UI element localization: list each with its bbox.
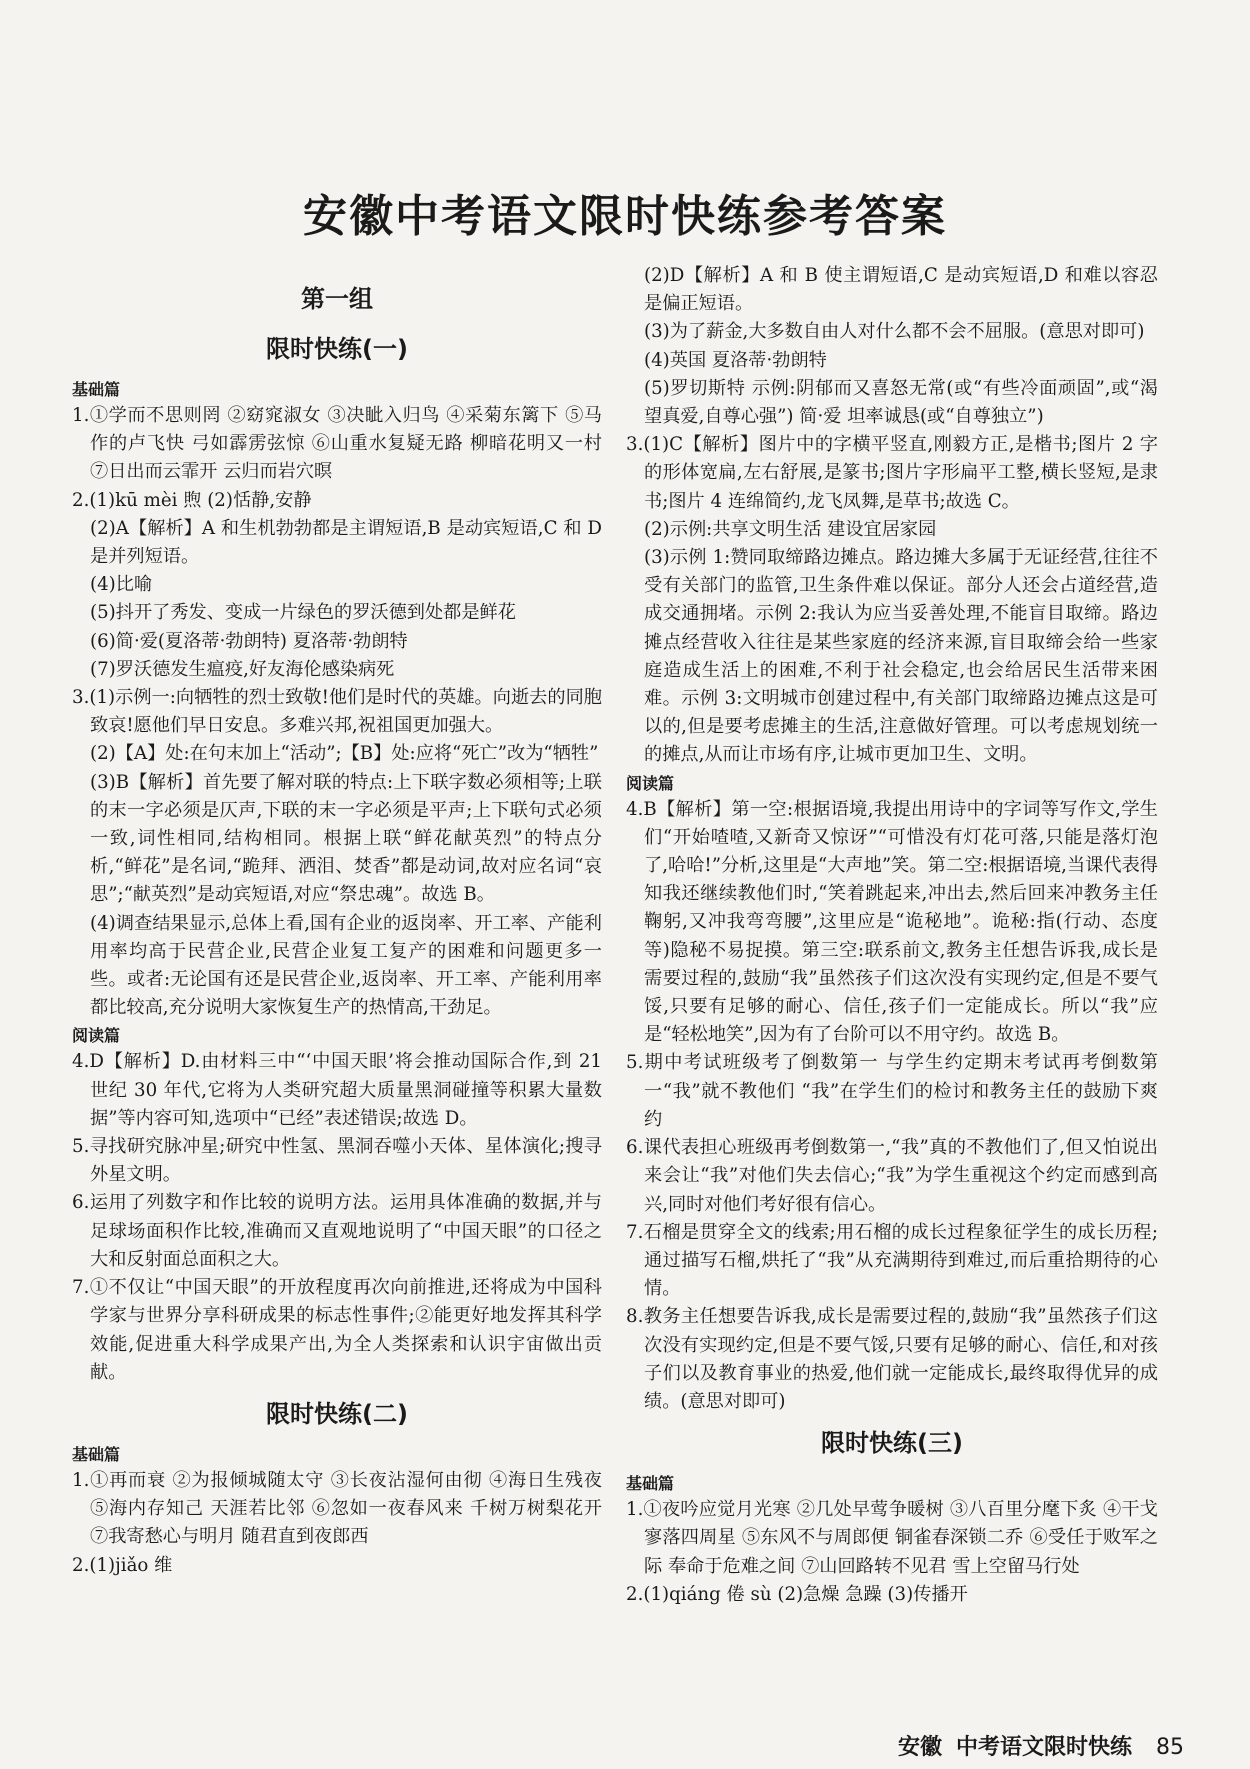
footer-region: 安徽 [897, 1735, 942, 1760]
answer-line: (5)抖开了秀发、变成一片绿色的罗沃德到处都是鲜花 [90, 602, 516, 624]
answer-list [72, 402, 602, 1022]
footer-book-title: 中考语文限时快练 [955, 1735, 1132, 1760]
answer-line: 6.课代表担心班级再考倒数第一,“我”真的不教他们了,但又怕说出来会让“我”对他们失去信心;“我”为学生重视这个约定而感到高兴,同时对他们考好很有信心。 [626, 1137, 1158, 1215]
answer-line: (2)D【解析】A 和 B 使主谓短语,C 是动宾短语,D 和难以容忍是偏正短语。 [644, 265, 1158, 315]
section-heading-2: 限时快练(二) [266, 1399, 408, 1428]
answer-line: 7.①不仅让“中国天眼”的开放程度再次向前推进,还将成为中国科学家与世界分享科研成果的标志性事件;②能更好地发挥其科学效能,促进重大科学成果产出,为全人类探索和认识宇宙做出贡献。 [72, 1277, 602, 1383]
section-heading-3: 限时快练(三) [821, 1429, 963, 1458]
answer-line: (4)调查结果显示,总体上看,国有企业的返岗率、开工率、产能利用率均高于民营企业,民营企业复工复产的困难和问题更多一些。或者:无论国有还是民营企业,返岗率、开工率、产能利用率都比较高,充分说明大家恢复生产的热情高,干劲足。 [90, 912, 602, 1019]
answer-line: (6)简·爱(夏洛蒂·勃朗特) 夏洛蒂·勃朗特 [90, 630, 408, 652]
subheading-basic: 基础篇 [626, 1474, 675, 1494]
answer-line: (4)比喻 [90, 574, 153, 596]
answer-line: (2)示例:共享文明生活 建设宜居家园 [644, 518, 937, 540]
answer-list [626, 1496, 1158, 1609]
answer-line: 2.(1)jiǎo 维 [72, 1554, 173, 1576]
subheading-reading: 阅读篇 [626, 773, 675, 793]
answer-list [626, 796, 1158, 1416]
answer-line: 1.①再而衰 ②为报倾城随太守 ③长夜沾湿何由彻 ④海日生残夜 ⑤海内存知己 天涯若比邻 ⑥忽如一夜春风来 千树万树梨花开 ⑦我寄愁心与明月 随君直到夜郎西 [72, 1469, 602, 1548]
answer-list [626, 262, 1158, 770]
answer-list [72, 1048, 602, 1386]
answer-line: 8.教务主任想要告诉我,成长是需要过程的,鼓励“我”虽然孩子们这次没有实现约定,但是不要气馁,只要有足够的耐心、信任,和对孩子们以及教育事业的热爱,他们就一定能成长,最终取得优异的成绩。(意思对即可) [626, 1306, 1158, 1412]
subheading-reading: 阅读篇 [72, 1026, 121, 1046]
subheading-basic: 基础篇 [72, 380, 121, 399]
group-heading: 第一组 [301, 285, 373, 313]
right-column [626, 262, 1158, 1609]
answer-line: (4)英国 夏洛蒂·勃朗特 [644, 349, 827, 371]
answer-line: 3.(1)C【解析】图片中的字横平竖直,刚毅方正,是楷书;图片 2 字的形体宽扁,左右舒展,是篆书;图片字形扁平工整,横长竖短,是隶书;图片 4 连绵简约,龙飞凤舞,是草书;故选 C。 [626, 434, 1158, 512]
answer-line: (2)【A】处:在句末加上“活动”;【B】处:应将“死亡”改为“牺牲” [90, 743, 599, 765]
answer-line: 1.①学而不思则罔 ②窈窕淑女 ③决眦入归鸟 ④采菊东篱下 ⑤马作的卢飞快 弓如霹雳弦惊 ⑥山重水复疑无路 柳暗花明又一村 ⑦日出而云霏开 云归而岩穴暝 [72, 405, 602, 483]
answer-line: 4.D【解析】D.由材料三中“‘中国天眼’将会推动国际合作,到 21 世纪 30 年代,它将为人类研究超大质量黑洞碰撞等积累大量数据”等内容可知,选项中“已经”表述错误;故选 D。 [72, 1051, 602, 1129]
left-column [72, 282, 602, 1580]
answer-line: (3)B【解析】首先要了解对联的特点:上下联字数必须相等;上联的末一字必须是仄声,下联的末一字必须是平声;上下联句式必须一致,词性相同,结构相同。根据上联“鲜花献英烈”的特点分析,“鲜花”是名词,“跪拜、洒泪、焚香”都是动词,故对应名词“哀思”;“献英烈”是动宾短语,对应“祭忠魂”。故选 B。 [90, 771, 602, 906]
section-heading-1: 限时快练(一) [266, 335, 408, 363]
answer-list [72, 1467, 602, 1580]
page-title: 安徽中考语文限时快练参考答案 [303, 191, 947, 242]
answer-line: 5.期中考试班级考了倒数第一 与学生约定期末考试再考倒数第一“我”就不教他们 “我”在学生们的检讨和教务主任的鼓励下爽约 [626, 1052, 1158, 1130]
answer-line: 4.B【解析】第一空:根据语境,我提出用诗中的字词等写作文,学生们“开始喳喳,又新奇又惊讶”“可惜没有灯花可落,只能是落灯泡了,哈哈!”分析,这里是“大声地”笑。第二空:根据语境,当课代表得知我还继续教他们时,“笑着跳起来,冲出去,然后回来冲教务主任鞠躬,又冲我弯弯腰”,这里应是“诡秘地”。诡秘:指(行动、态度等)隐秘不易捉摸。第三空:联系前文,教务主任想告诉我,成长是需要过程的,鼓励“我”虽然孩子们这次没有实现约定,但是不要气馁,只要有足够的耐心、信任,孩子们一定能成长。所以“我”应是“轻松地笑”,因为有了台阶可以不用守约。故选 B。 [626, 798, 1158, 1046]
answer-line: 6.运用了列数字和作比较的说明方法。运用具体准确的数据,并与足球场面积作比较,准确而又直观地说明了“中国天眼”的口径之大和反射面总面积之大。 [72, 1192, 602, 1270]
answer-line: (3)示例 1:赞同取缔路边摊点。路边摊大多属于无证经营,往往不受有关部门的监管,卫生条件难以保证。部分人还会占道经营,造成交通拥堵。示例 2:我认为应当妥善处理,不能盲目取缔。路边摊点经营收入往往是某些家庭的经济来源,盲目取缔会给一些家庭造成生活上的困难,不利于社会稳定,也会给居民生活带来困难。示例 3:文明城市创建过程中,有关部门取缔路边摊点这是可以的,但是要考虑摊主的生活,注意做好管理。可以考虑规划统一的摊点,从而让市场有序,让城市更加卫生、文明。 [644, 547, 1158, 766]
answer-line: 2.(1)qiáng 倦 sù (2)急燥 急躁 (3)传播开 [626, 1583, 968, 1605]
answer-line: (2)A【解析】A 和生机勃勃都是主谓短语,B 是动宾短语,C 和 D 是并列短语。 [90, 517, 602, 568]
answer-line: (3)为了薪金,大多数自由人对什么都不会不屈服。(意思对即可) [644, 321, 1145, 343]
answer-line: (7)罗沃德发生瘟疫,好友海伦感染病死 [90, 658, 395, 680]
subheading-basic: 基础篇 [72, 1444, 121, 1464]
answer-line: 5.寻找研究脉冲星;研究中性氢、黑洞吞噬小天体、星体演化;搜寻外星文明。 [72, 1136, 602, 1186]
answer-line: (5)罗切斯特 示例:阴郁而又喜怒无常(或“有些冷面顽固”,或“渴望真爱,自尊心强”) 简·爱 坦率诚恳(或“自尊独立”) [644, 377, 1158, 428]
answer-line: 1.①夜吟应觉月光寒 ②几处早莺争暖树 ③八百里分麾下炙 ④干戈寥落四周星 ⑤东风不与周郎便 铜雀春深锁二乔 ⑥受任于败军之际 奉命于危难之间 ⑦山回路转不见君 雪上空留马行处 [626, 1499, 1158, 1577]
page-footer [884, 1730, 1184, 1761]
answer-line: 7.石榴是贯穿全文的线索;用石榴的成长过程象征学生的成长历程;通过描写石榴,烘托了“我”从充满期待到难过,而后重拾期待的心情。 [626, 1221, 1158, 1300]
page-number: 85 [1156, 1735, 1184, 1760]
answer-line: 3.(1)示例一:向牺牲的烈士致敬!他们是时代的英雄。向逝去的同胞致哀!愿他们早日安息。多难兴邦,祝祖国更加强大。 [72, 687, 602, 737]
answer-line: 2.(1)kū mèi 煦 (2)恬静,安静 [72, 489, 312, 511]
